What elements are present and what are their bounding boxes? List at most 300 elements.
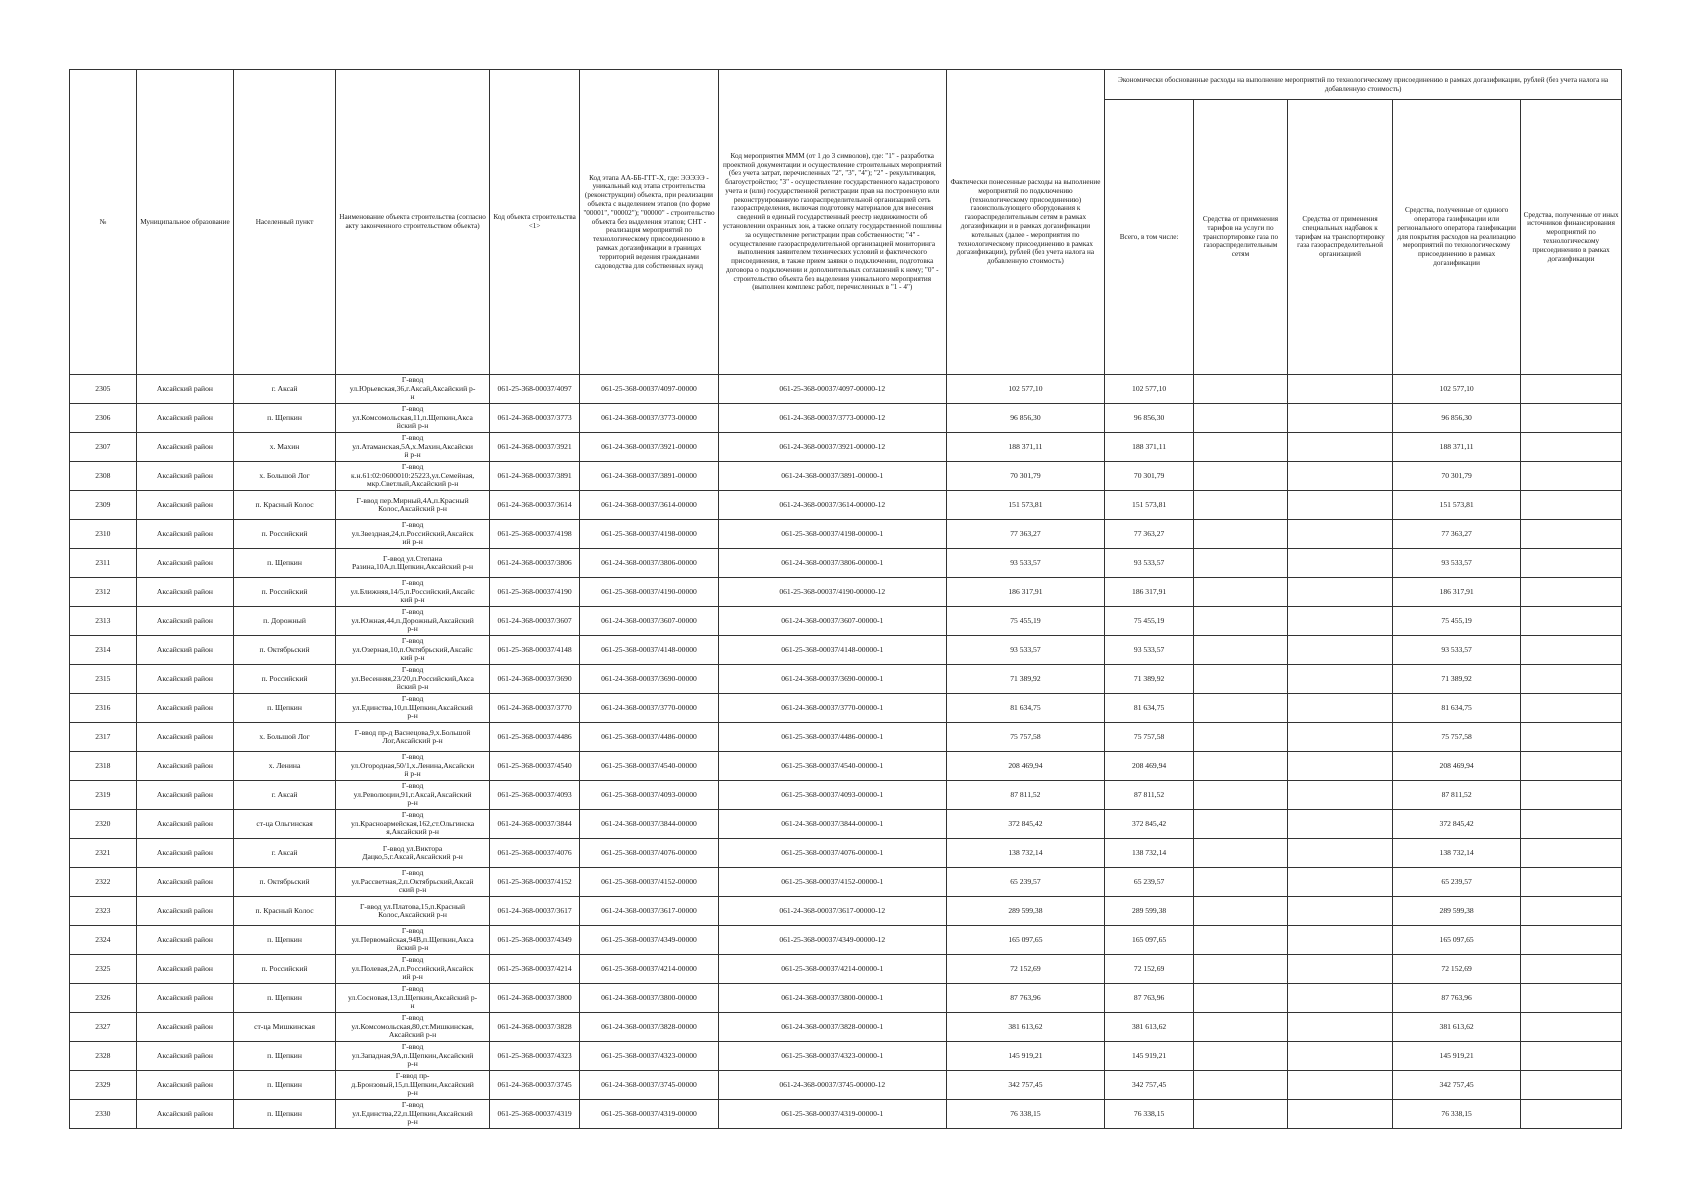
- header-justified-costs-group: Экономически обоснованные расходы на выполнение мероприятий по технологическому присоединению в рамках догазификации, рублей (без учета налога на добавленную стоимость): [1105, 70, 1622, 100]
- object-name-line: Г-ввод: [401, 1013, 424, 1023]
- table-row: [70, 1013, 1622, 1042]
- table-row: [70, 810, 1622, 839]
- cell-municipality: Аксайский район: [136, 752, 233, 781]
- object-name-line: Г-ввод: [401, 578, 424, 588]
- cell-object-code: 061-25-368-00037/4349: [490, 926, 580, 955]
- cell-num: 2330: [70, 1100, 137, 1129]
- cell-municipality: Аксайский район: [136, 665, 233, 694]
- cell-event-code: 061-24-368-00037/3773-00000-12: [718, 404, 946, 433]
- cell-src-markups: [1288, 984, 1393, 1013]
- object-name-line: Колос,Аксайский р-н: [378, 910, 447, 919]
- cell-settlement: п. Щепкин: [234, 549, 336, 578]
- cell-src-markups: [1288, 578, 1393, 607]
- table-row: [70, 868, 1622, 897]
- cell-total: 165 097,65: [1105, 926, 1194, 955]
- cell-stage-code: 061-24-368-00037/3773-00000: [579, 404, 718, 433]
- cell-event-code: 061-25-368-00037/4190-00000-12: [718, 578, 946, 607]
- object-name-line: ул.Полевая,2А,п.Российский,Аксайск: [351, 963, 474, 973]
- cell-object-name: [335, 781, 489, 810]
- cell-stage-code: 061-24-368-00037/3617-00000: [579, 897, 718, 926]
- cell-municipality: Аксайский район: [136, 462, 233, 491]
- register-table: [69, 69, 1622, 1129]
- cell-src-tariff-transport: [1193, 1100, 1287, 1129]
- cell-stage-code: 061-24-368-00037/3690-00000: [579, 665, 718, 694]
- cell-src-tariff-transport: [1193, 607, 1287, 636]
- cell-total: 138 732,14: [1105, 839, 1194, 868]
- table-row: [70, 375, 1622, 404]
- object-name-line: Г-ввод: [401, 636, 424, 646]
- cell-stage-code: 061-25-368-00037/4097-00000: [579, 375, 718, 404]
- cell-settlement: ст-ца Мишкинская: [234, 1013, 336, 1042]
- cell-num: 2316: [70, 694, 137, 723]
- object-name-line: Г-ввод пр-: [395, 1071, 430, 1081]
- cell-municipality: Аксайский район: [136, 781, 233, 810]
- cell-src-tariff-transport: [1193, 694, 1287, 723]
- cell-total: 75 757,58: [1105, 723, 1194, 752]
- cell-src-other: [1521, 868, 1622, 897]
- cell-event-code: 061-24-368-00037/3800-00000-1: [718, 984, 946, 1013]
- header-actual-costs: Фактически понесенные расходы на выполнение мероприятий по подключению (технологическому присоединению) газоиспользующего оборудования к газораспределительным сетям в рамках догазификации и в рамках догазификации котельных (далее - мероприятия по технологическому присоединению в рамках догазификации), рублей (без учета налога на добавленную стоимость): [946, 70, 1105, 375]
- table-row: [70, 607, 1622, 636]
- object-name-line: р-н: [407, 624, 418, 634]
- cell-src-tariff-transport: [1193, 810, 1287, 839]
- cell-object-name: [335, 375, 489, 404]
- cell-src-markups: [1288, 1042, 1393, 1071]
- cell-stage-code: 061-25-368-00037/4214-00000: [579, 955, 718, 984]
- cell-actual-costs: 93 533,57: [946, 636, 1105, 665]
- object-name-line: ский р-н: [398, 885, 427, 895]
- cell-actual-costs: 138 732,14: [946, 839, 1105, 868]
- object-name-line: ул.Единства,10,п.Щепкин,Аксайский: [352, 702, 473, 712]
- object-name-line: й р-н: [404, 769, 421, 779]
- cell-object-name: [335, 897, 489, 926]
- cell-object-name: [335, 520, 489, 549]
- object-name-line: р-н: [407, 1117, 418, 1127]
- cell-object-code: 061-24-368-00037/3844: [490, 810, 580, 839]
- header-municipality: Муниципальное образование: [136, 70, 233, 375]
- cell-total: 93 533,57: [1105, 636, 1194, 665]
- cell-object-code: 061-24-368-00037/3773: [490, 404, 580, 433]
- cell-actual-costs: 165 097,65: [946, 926, 1105, 955]
- cell-src-operator: 75 757,58: [1393, 723, 1521, 752]
- cell-actual-costs: 71 389,92: [946, 665, 1105, 694]
- object-name-line: ий р-н: [402, 972, 423, 982]
- cell-object-code: 061-25-368-00037/4214: [490, 955, 580, 984]
- cell-object-name: [335, 578, 489, 607]
- object-name-line: р-н: [407, 711, 418, 721]
- cell-src-markups: [1288, 781, 1393, 810]
- cell-src-other: [1521, 810, 1622, 839]
- cell-total: 145 919,21: [1105, 1042, 1194, 1071]
- cell-src-other: [1521, 578, 1622, 607]
- cell-stage-code: 061-25-368-00037/4190-00000: [579, 578, 718, 607]
- cell-src-tariff-transport: [1193, 549, 1287, 578]
- cell-total: 70 301,79: [1105, 462, 1194, 491]
- cell-num: 2319: [70, 781, 137, 810]
- cell-src-operator: 145 919,21: [1393, 1042, 1521, 1071]
- cell-src-other: [1521, 723, 1622, 752]
- cell-event-code: 061-25-368-00037/4076-00000-1: [718, 839, 946, 868]
- table-row: [70, 984, 1622, 1013]
- cell-event-code: 061-24-368-00037/3770-00000-1: [718, 694, 946, 723]
- cell-actual-costs: 87 763,96: [946, 984, 1105, 1013]
- cell-settlement: г. Аксай: [234, 781, 336, 810]
- cell-src-other: [1521, 1013, 1622, 1042]
- cell-total: 102 577,10: [1105, 375, 1194, 404]
- cell-src-operator: 372 845,42: [1393, 810, 1521, 839]
- object-name-line: кий р-н: [400, 653, 425, 663]
- object-name-line: ул.Революции,91,г.Аксай,Аксайский: [353, 789, 472, 799]
- cell-src-tariff-transport: [1193, 839, 1287, 868]
- cell-total: 208 469,94: [1105, 752, 1194, 781]
- cell-object-code: 061-24-368-00037/3770: [490, 694, 580, 723]
- cell-event-code: 061-25-368-00037/4486-00000-1: [718, 723, 946, 752]
- object-name-line: мкр.Светлый,Аксайский р-н: [366, 479, 459, 489]
- object-name-line: Г-ввод ул.Платова,15,п.Красный: [360, 901, 466, 911]
- object-name-line: йский р-н: [396, 421, 429, 431]
- cell-num: 2327: [70, 1013, 137, 1042]
- cell-src-operator: 77 363,27: [1393, 520, 1521, 549]
- object-name-line: Г-ввод: [401, 665, 424, 675]
- cell-src-markups: [1288, 723, 1393, 752]
- table-row: [70, 462, 1622, 491]
- header-src-operator: Средства, полученные от единого оператора газификации или регионального оператора газификации для покрытия расходов на реализацию мероприятий по технологическому присоединению в рамках догазификации: [1393, 100, 1521, 375]
- object-name-line: Г-ввод: [401, 752, 424, 762]
- object-name-line: Колос,Аксайский р-н: [378, 504, 447, 513]
- cell-num: 2326: [70, 984, 137, 1013]
- object-name-line: йский р-н: [396, 943, 429, 953]
- cell-event-code: 061-24-368-00037/3806-00000-1: [718, 549, 946, 578]
- object-name-line: Дацко,5,г.Аксай,Аксайский р-н: [362, 852, 463, 861]
- cell-municipality: Аксайский район: [136, 694, 233, 723]
- cell-municipality: Аксайский район: [136, 375, 233, 404]
- table-row: [70, 926, 1622, 955]
- cell-municipality: Аксайский район: [136, 926, 233, 955]
- cell-event-code: 061-25-368-00037/4349-00000-12: [718, 926, 946, 955]
- table-row: [70, 578, 1622, 607]
- cell-src-other: [1521, 462, 1622, 491]
- cell-src-operator: 72 152,69: [1393, 955, 1521, 984]
- cell-object-code: 061-25-368-00037/4148: [490, 636, 580, 665]
- cell-object-name: [335, 404, 489, 433]
- cell-actual-costs: 77 363,27: [946, 520, 1105, 549]
- object-name-line: ул.Южная,44,п.Дорожный,Аксайский: [351, 615, 474, 625]
- cell-object-code: 061-24-368-00037/3690: [490, 665, 580, 694]
- cell-src-markups: [1288, 520, 1393, 549]
- cell-num: 2325: [70, 955, 137, 984]
- table-row: [70, 781, 1622, 810]
- cell-event-code: 061-25-368-00037/4319-00000-1: [718, 1100, 946, 1129]
- cell-object-code: 061-25-368-00037/4076: [490, 839, 580, 868]
- cell-total: 65 239,57: [1105, 868, 1194, 897]
- object-name-line: ул.Озерная,10,п.Октябрьский,Аксайс: [352, 644, 473, 654]
- cell-settlement: п. Российский: [234, 578, 336, 607]
- cell-settlement: п. Щепкин: [234, 984, 336, 1013]
- cell-src-tariff-transport: [1193, 868, 1287, 897]
- cell-object-code: 061-24-368-00037/3828: [490, 1013, 580, 1042]
- cell-src-operator: 381 613,62: [1393, 1013, 1521, 1042]
- cell-object-name: [335, 433, 489, 462]
- cell-src-markups: [1288, 810, 1393, 839]
- object-name-line: ул.Комсомольская,80,ст.Мишкинская,: [351, 1021, 474, 1031]
- cell-actual-costs: 186 317,91: [946, 578, 1105, 607]
- cell-settlement: ст-ца Ольгинская: [234, 810, 336, 839]
- header-object-code: Код объекта строительства <1>: [490, 70, 580, 375]
- cell-num: 2309: [70, 491, 137, 520]
- cell-actual-costs: 72 152,69: [946, 955, 1105, 984]
- cell-object-name: [335, 810, 489, 839]
- cell-municipality: Аксайский район: [136, 549, 233, 578]
- object-name-line: ул.Первомайская,94В,п.Щепкин,Акса: [351, 934, 474, 944]
- cell-municipality: Аксайский район: [136, 1013, 233, 1042]
- cell-num: 2306: [70, 404, 137, 433]
- cell-stage-code: 061-25-368-00037/4148-00000: [579, 636, 718, 665]
- cell-num: 2329: [70, 1071, 137, 1100]
- cell-src-tariff-transport: [1193, 520, 1287, 549]
- object-name-line: р-н: [407, 798, 418, 808]
- cell-src-other: [1521, 607, 1622, 636]
- cell-municipality: Аксайский район: [136, 607, 233, 636]
- cell-src-other: [1521, 752, 1622, 781]
- cell-event-code: 061-25-368-00037/4097-00000-12: [718, 375, 946, 404]
- cell-src-other: [1521, 375, 1622, 404]
- cell-src-tariff-transport: [1193, 636, 1287, 665]
- cell-total: 188 371,11: [1105, 433, 1194, 462]
- table-row: [70, 897, 1622, 926]
- cell-object-code: 061-25-368-00037/4323: [490, 1042, 580, 1071]
- cell-settlement: г. Аксай: [234, 839, 336, 868]
- cell-total: 151 573,81: [1105, 491, 1194, 520]
- cell-num: 2318: [70, 752, 137, 781]
- table-row: [70, 955, 1622, 984]
- cell-src-other: [1521, 520, 1622, 549]
- cell-object-code: 061-25-368-00037/4152: [490, 868, 580, 897]
- object-name-line: ул.Ближняя,14/5,п.Российский,Аксайс: [350, 586, 475, 596]
- cell-municipality: Аксайский район: [136, 1100, 233, 1129]
- cell-settlement: п. Красный Колос: [234, 897, 336, 926]
- cell-event-code: 061-25-368-00037/4152-00000-1: [718, 868, 946, 897]
- cell-object-code: 061-24-368-00037/3607: [490, 607, 580, 636]
- cell-object-name: [335, 752, 489, 781]
- table-row: [70, 520, 1622, 549]
- cell-src-markups: [1288, 839, 1393, 868]
- cell-municipality: Аксайский район: [136, 1042, 233, 1071]
- cell-total: 72 152,69: [1105, 955, 1194, 984]
- cell-object-name: [335, 665, 489, 694]
- cell-object-name: [335, 955, 489, 984]
- object-name-line: Лог,Аксайский р-н: [382, 736, 443, 745]
- cell-event-code: 061-25-368-00037/4093-00000-1: [718, 781, 946, 810]
- cell-stage-code: 061-24-368-00037/3770-00000: [579, 694, 718, 723]
- table-row: [70, 404, 1622, 433]
- object-name-line: Г-ввод: [401, 462, 424, 472]
- cell-settlement: п. Российский: [234, 520, 336, 549]
- cell-object-name: [335, 926, 489, 955]
- object-name-line: ул.Огородная,50/1,х.Ленина,Аксайски: [350, 760, 475, 770]
- cell-municipality: Аксайский район: [136, 897, 233, 926]
- table-row: [70, 723, 1622, 752]
- cell-total: 76 338,15: [1105, 1100, 1194, 1129]
- cell-total: 93 533,57: [1105, 549, 1194, 578]
- cell-object-code: 061-25-368-00037/4190: [490, 578, 580, 607]
- object-name-line: ул.Сосновая,13,п.Щепкин,Аксайский р-: [347, 992, 478, 1002]
- cell-actual-costs: 102 577,10: [946, 375, 1105, 404]
- cell-actual-costs: 188 371,11: [946, 433, 1105, 462]
- cell-actual-costs: 70 301,79: [946, 462, 1105, 491]
- cell-src-operator: 93 533,57: [1393, 636, 1521, 665]
- cell-num: 2328: [70, 1042, 137, 1071]
- cell-src-operator: 76 338,15: [1393, 1100, 1521, 1129]
- cell-actual-costs: 87 811,52: [946, 781, 1105, 810]
- cell-stage-code: 061-25-368-00037/4349-00000: [579, 926, 718, 955]
- cell-total: 342 757,45: [1105, 1071, 1194, 1100]
- cell-num: 2321: [70, 839, 137, 868]
- cell-object-code: 061-24-368-00037/3891: [490, 462, 580, 491]
- cell-src-operator: 151 573,81: [1393, 491, 1521, 520]
- cell-src-operator: 87 811,52: [1393, 781, 1521, 810]
- cell-num: 2323: [70, 897, 137, 926]
- cell-src-operator: 102 577,10: [1393, 375, 1521, 404]
- cell-event-code: 061-24-368-00037/3690-00000-1: [718, 665, 946, 694]
- cell-stage-code: 061-25-368-00037/4319-00000: [579, 1100, 718, 1129]
- cell-src-tariff-transport: [1193, 433, 1287, 462]
- cell-municipality: Аксайский район: [136, 984, 233, 1013]
- cell-settlement: х. Ленина: [234, 752, 336, 781]
- cell-settlement: п. Щепкин: [234, 1042, 336, 1071]
- cell-object-name: [335, 607, 489, 636]
- cell-actual-costs: 151 573,81: [946, 491, 1105, 520]
- object-name-line: Аксайский р-н: [388, 1030, 437, 1040]
- cell-object-code: 061-24-368-00037/3806: [490, 549, 580, 578]
- cell-src-other: [1521, 839, 1622, 868]
- table-row: [70, 433, 1622, 462]
- cell-object-code: 061-24-368-00037/3800: [490, 984, 580, 1013]
- cell-settlement: п. Красный Колос: [234, 491, 336, 520]
- cell-num: 2311: [70, 549, 137, 578]
- cell-src-tariff-transport: [1193, 1013, 1287, 1042]
- cell-src-operator: 208 469,94: [1393, 752, 1521, 781]
- cell-stage-code: 061-25-368-00037/4198-00000: [579, 520, 718, 549]
- cell-src-tariff-transport: [1193, 723, 1287, 752]
- object-name-line: Г-ввод ул.Степана: [383, 553, 443, 563]
- cell-src-markups: [1288, 433, 1393, 462]
- cell-object-name: [335, 491, 489, 520]
- cell-src-other: [1521, 694, 1622, 723]
- cell-actual-costs: 381 613,62: [946, 1013, 1105, 1042]
- cell-municipality: Аксайский район: [136, 839, 233, 868]
- cell-municipality: Аксайский район: [136, 578, 233, 607]
- object-name-line: р-н: [407, 1088, 418, 1098]
- cell-src-tariff-transport: [1193, 578, 1287, 607]
- cell-actual-costs: 81 634,75: [946, 694, 1105, 723]
- cell-src-other: [1521, 1042, 1622, 1071]
- cell-src-operator: 186 317,91: [1393, 578, 1521, 607]
- cell-src-tariff-transport: [1193, 897, 1287, 926]
- cell-num: 2322: [70, 868, 137, 897]
- object-name-line: Г-ввод: [401, 433, 424, 443]
- object-name-line: ул.Атаманская,5А,х.Махин,Аксайски: [352, 441, 473, 451]
- cell-settlement: п. Щепкин: [234, 926, 336, 955]
- cell-municipality: Аксайский район: [136, 433, 233, 462]
- cell-event-code: 061-24-368-00037/3614-00000-12: [718, 491, 946, 520]
- header-src-tariff-transport: Средства от применения тарифов на услуги по транспортировке газа по газораспределительным сетям: [1193, 100, 1287, 375]
- cell-src-operator: 93 533,57: [1393, 549, 1521, 578]
- cell-src-other: [1521, 926, 1622, 955]
- cell-object-name: [335, 1013, 489, 1042]
- cell-object-name: [335, 1071, 489, 1100]
- cell-stage-code: 061-25-368-00037/4486-00000: [579, 723, 718, 752]
- cell-settlement: п. Российский: [234, 955, 336, 984]
- cell-stage-code: 061-25-368-00037/4076-00000: [579, 839, 718, 868]
- cell-src-markups: [1288, 549, 1393, 578]
- cell-object-name: [335, 694, 489, 723]
- cell-settlement: п. Щепкин: [234, 404, 336, 433]
- cell-src-operator: 87 763,96: [1393, 984, 1521, 1013]
- cell-total: 87 763,96: [1105, 984, 1194, 1013]
- table-row: [70, 549, 1622, 578]
- cell-object-name: [335, 462, 489, 491]
- table-row: [70, 1042, 1622, 1071]
- cell-src-other: [1521, 897, 1622, 926]
- cell-src-operator: 71 389,92: [1393, 665, 1521, 694]
- object-name-line: ул.Рассветная,2,п.Октябрьский,Аксай: [351, 876, 474, 886]
- cell-event-code: 061-24-368-00037/3891-00000-1: [718, 462, 946, 491]
- cell-src-markups: [1288, 897, 1393, 926]
- object-name-line: ий р-н: [402, 537, 423, 547]
- cell-actual-costs: 96 856,30: [946, 404, 1105, 433]
- cell-total: 289 599,38: [1105, 897, 1194, 926]
- cell-actual-costs: 342 757,45: [946, 1071, 1105, 1100]
- object-name-line: ул.Красноармейская,162,ст.Ольгинска: [350, 818, 475, 828]
- cell-actual-costs: 93 533,57: [946, 549, 1105, 578]
- cell-src-tariff-transport: [1193, 926, 1287, 955]
- cell-stage-code: 061-24-368-00037/3614-00000: [579, 491, 718, 520]
- cell-event-code: 061-25-368-00037/4148-00000-1: [718, 636, 946, 665]
- cell-src-markups: [1288, 665, 1393, 694]
- object-name-line: Г-ввод пр-д Васнецова,9,х.Большой: [354, 727, 471, 737]
- cell-actual-costs: 372 845,42: [946, 810, 1105, 839]
- cell-num: 2307: [70, 433, 137, 462]
- cell-num: 2317: [70, 723, 137, 752]
- cell-settlement: х. Большой Лог: [234, 723, 336, 752]
- cell-object-name: [335, 723, 489, 752]
- header-total: Всего, в том числе:: [1105, 100, 1194, 375]
- cell-object-code: 061-24-368-00037/3745: [490, 1071, 580, 1100]
- cell-object-name: [335, 839, 489, 868]
- object-name-line: Г-ввод: [401, 607, 424, 617]
- cell-stage-code: 061-25-368-00037/4323-00000: [579, 1042, 718, 1071]
- object-name-line: к.н.61:02:0600010:25223,ул.Семейная,: [350, 470, 475, 480]
- cell-src-markups: [1288, 462, 1393, 491]
- cell-object-name: [335, 984, 489, 1013]
- cell-stage-code: 061-24-368-00037/3891-00000: [579, 462, 718, 491]
- cell-src-tariff-transport: [1193, 375, 1287, 404]
- cell-src-markups: [1288, 694, 1393, 723]
- cell-src-tariff-transport: [1193, 1042, 1287, 1071]
- cell-src-markups: [1288, 636, 1393, 665]
- cell-num: 2314: [70, 636, 137, 665]
- cell-municipality: Аксайский район: [136, 955, 233, 984]
- object-name-line: Г-ввод: [401, 781, 424, 791]
- cell-settlement: п. Октябрьский: [234, 636, 336, 665]
- cell-src-tariff-transport: [1193, 404, 1287, 433]
- table-row: [70, 1100, 1622, 1129]
- object-name-line: Г-ввод: [401, 926, 424, 936]
- object-name-line: д.Бронзовый,15,п.Щепкин,Аксайский: [351, 1079, 474, 1089]
- cell-event-code: 061-24-368-00037/3828-00000-1: [718, 1013, 946, 1042]
- cell-actual-costs: 289 599,38: [946, 897, 1105, 926]
- cell-total: 75 455,19: [1105, 607, 1194, 636]
